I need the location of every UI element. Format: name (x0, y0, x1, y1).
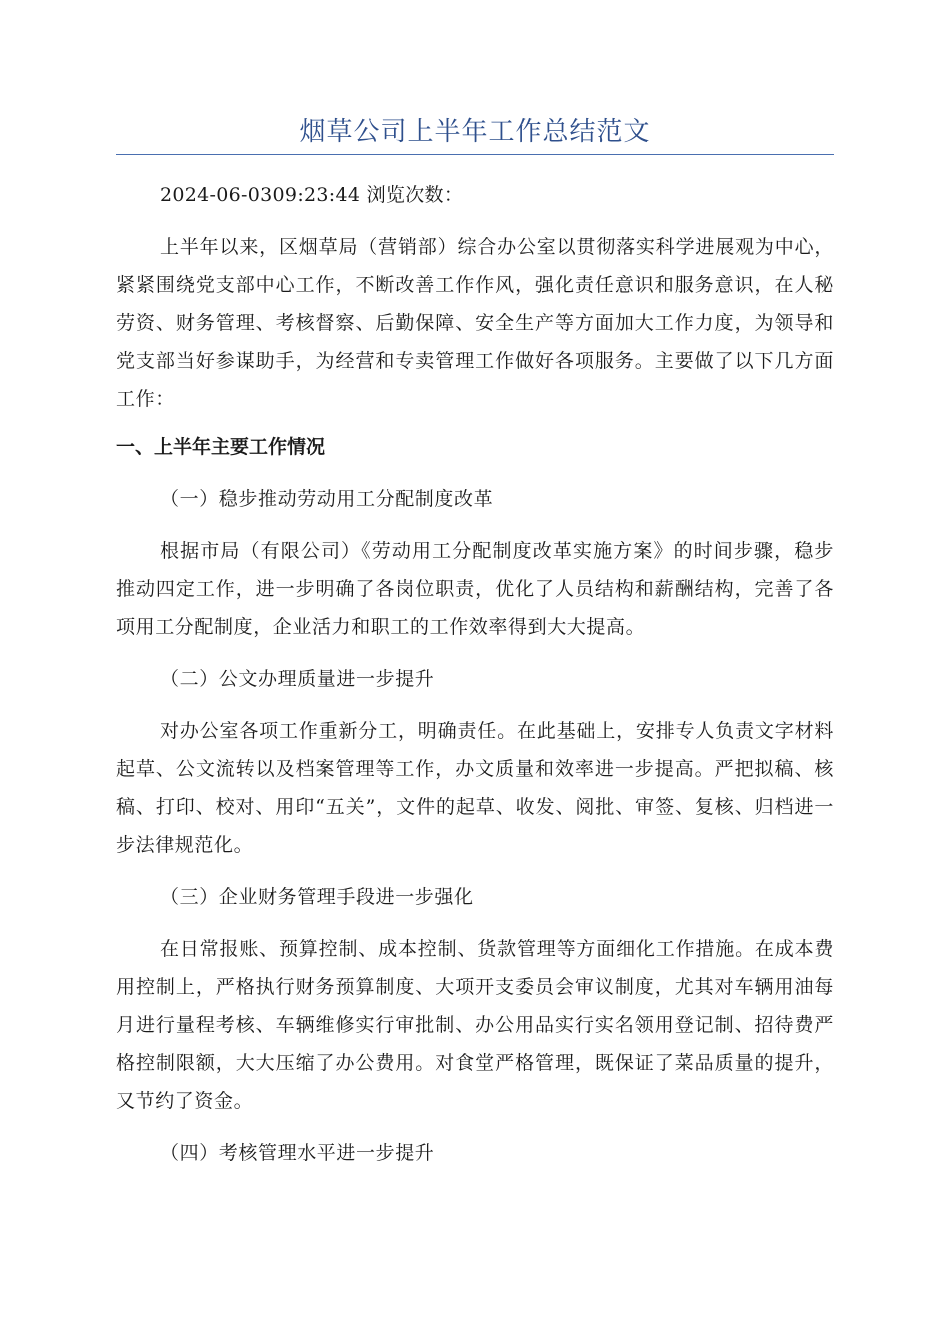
paragraph-1: 根据市局（有限公司）《劳动用工分配制度改革实施方案》的时间步骤，稳步推动四定工作，进一步明确了各岗位职责，优化了人员结构和薪酬结构，完善了各项用工分配制度，企业活力和职工的工作效率得到大大提高。 (116, 540, 834, 638)
subheading-2: （二）公文办理质量进一步提升 (160, 668, 435, 690)
paragraph-3: 在日常报账、预算控制、成本控制、货款管理等方面细化工作措施。在成本费用控制上，严格执行财务预算制度、大项开支委员会审议制度，尤其对车辆用油每月进行量程考核、车辆维修实行审批制、办公用品实行实名领用登记制、招待费严格控制限额，大大压缩了办公费用。对食堂严格管理，既保证了菜品质量的提升，又节约了资金。 (116, 938, 834, 1112)
section-heading: 一、上半年主要工作情况 (116, 436, 326, 458)
title-underline (116, 154, 834, 155)
document-title: 烟草公司上半年工作总结范文 (299, 117, 651, 147)
publish-meta: 2024-06-0309:23:44 浏览次数： (160, 184, 464, 206)
subheading-3: （三）企业财务管理手段进一步强化 (160, 886, 474, 908)
paragraph-2: 对办公室各项工作重新分工，明确责任。在此基础上，安排专人负责文字材料起草、公文流转以及档案管理等工作，办文质量和效率进一步提高。严把拟稿、核稿、打印、校对、用印“五关”，文件的起草、收发、阅批、审签、复核、归档进一步法律规范化。 (116, 720, 834, 856)
subheading-1: （一）稳步推动劳动用工分配制度改革 (160, 488, 494, 510)
document-body (116, 176, 834, 1172)
intro-paragraph: 上半年以来，区烟草局（营销部）综合办公室以贯彻落实科学进展观为中心，紧紧围绕党支部中心工作，不断改善工作作风，强化责任意识和服务意识，在人秘劳资、财务管理、考核督察、后勤保障、安全生产等方面加大工作力度，为领导和党支部当好参谋助手，为经营和专卖管理工作做好各项服务。主要做了以下几方面工作： (116, 236, 834, 410)
subheading-4: （四）考核管理水平进一步提升 (160, 1142, 435, 1164)
